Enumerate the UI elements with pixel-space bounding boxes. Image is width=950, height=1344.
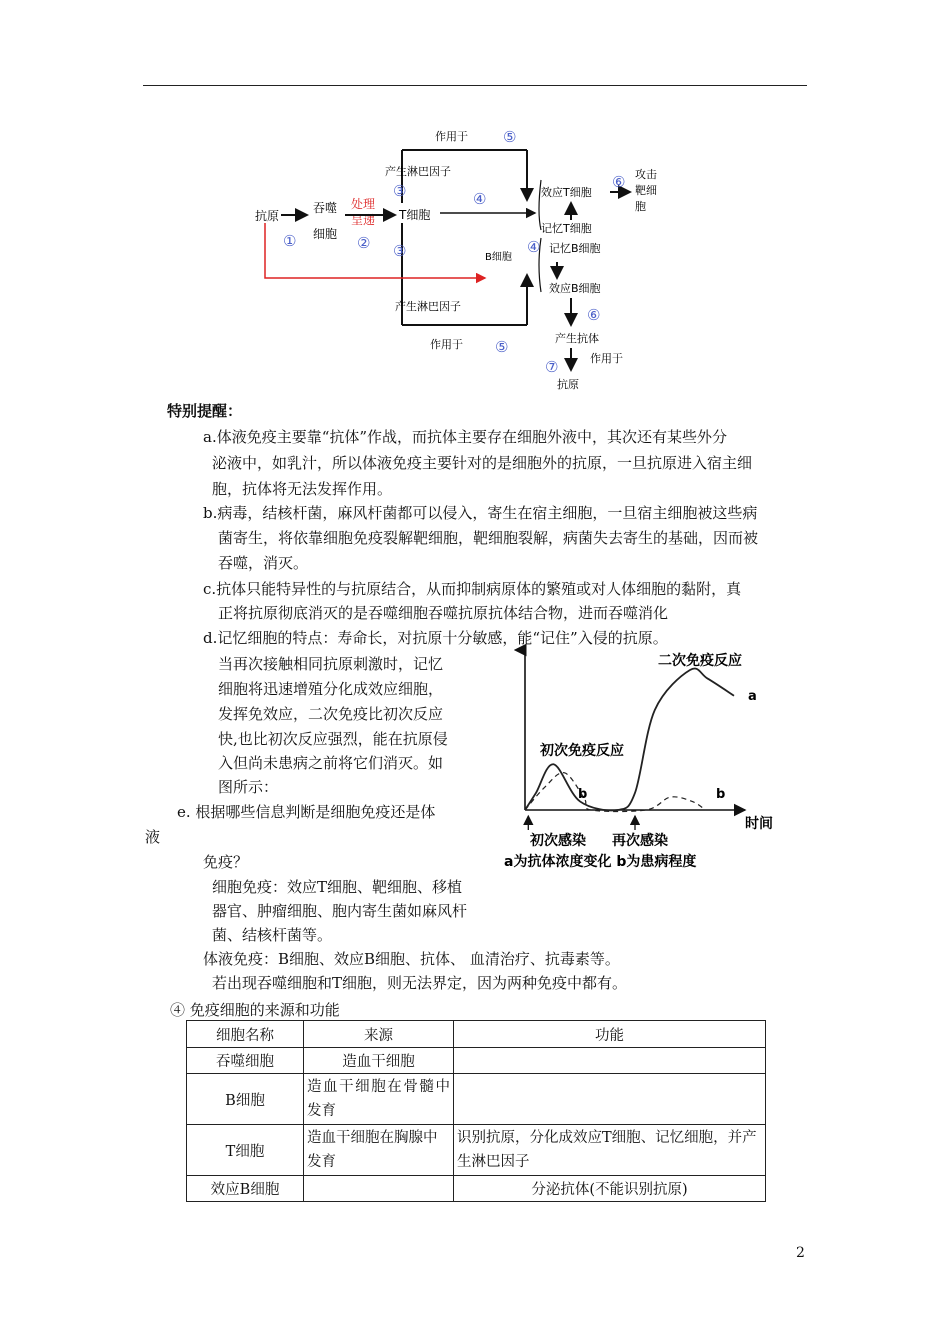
label-series-b-2: b: [716, 787, 726, 802]
reminder-d-6: 图所示：: [218, 778, 279, 796]
cell-function: [454, 1048, 766, 1074]
reminder-a-3: 胞，抗体将无法发挥作用。: [212, 480, 393, 498]
diag-attack-3: 胞: [635, 200, 646, 213]
cell-source: 造血干细胞在胸腺中发育: [304, 1125, 454, 1176]
reminder-d-line: d.记忆细胞的特点：寿命长，对抗原十分敏感，能“记住”入侵的抗原。: [203, 629, 668, 647]
reminder-d-2: 细胞将迅速增殖分化成效应细胞，: [218, 680, 444, 698]
diag-antigen: 抗原: [255, 209, 280, 223]
diag-effector-t: 效应T细胞: [541, 186, 592, 199]
diag-num-3a: ③: [393, 182, 407, 200]
immunity-note: 若出现吞噬细胞和T细胞，则无法界定，因为两种免疫中都有。: [212, 974, 628, 992]
cell-immunity-1: 细胞免疫：效应T细胞、靶细胞、移植: [212, 878, 463, 896]
diag-num-4b: ④: [527, 238, 541, 256]
page-number: 2: [796, 1245, 805, 1261]
diag-acts-on-right: 作用于: [590, 352, 623, 365]
chart-caption: a为抗体浓度变化 b为患病程度: [504, 854, 697, 870]
cell-name: B细胞: [187, 1074, 304, 1125]
diag-num-4a: ④: [473, 190, 487, 208]
reminder-e-cont: 液: [145, 828, 161, 846]
diag-antibody: 产生抗体: [555, 332, 599, 345]
cell-function: 分泌抗体(不能识别抗原): [454, 1176, 766, 1202]
diag-acts-on-top: 作用于: [435, 130, 468, 143]
humoral-immunity: 体液免疫：B细胞、效应B细胞、抗体、 血清治疗、抗毒素等。: [203, 950, 620, 968]
series-b-line: [525, 773, 705, 812]
diag-process-1: 处理: [351, 197, 376, 211]
diag-lymphokine-top: 产生淋巴因子: [385, 165, 451, 178]
label-second-response: 二次免疫反应: [658, 653, 742, 669]
reminder-e-line: e. 根据哪些信息判断是细胞免疫还是体: [177, 803, 436, 821]
diag-antigen-end: 抗原: [557, 378, 579, 391]
cell-source: 造血干细胞在骨髓中发育: [304, 1074, 454, 1125]
reminder-d-5: 入但尚未患病之前将它们消灭。如: [218, 754, 444, 772]
th-name: 细胞名称: [187, 1021, 304, 1048]
reminder-b-2: 菌寄生，将依靠细胞免疫裂解靶细胞，靶细胞裂解，病菌失去寄生的基础，因而被: [218, 529, 759, 547]
label-reinfection: 再次感染: [612, 833, 668, 849]
diag-process-2: 呈递: [351, 213, 376, 227]
header-rule: [143, 85, 807, 86]
table-row: [187, 1176, 766, 1202]
th-function: 功能: [454, 1021, 766, 1048]
diag-attack-1: 攻击: [635, 168, 657, 181]
cell-name: 吞噬细胞: [187, 1048, 304, 1074]
reminder-b-3: 吞噬，消灭。: [218, 554, 309, 572]
label-series-a: a: [748, 689, 757, 704]
diag-num-7: ⑦: [545, 358, 559, 376]
diag-phago-1: 吞噬: [313, 201, 338, 215]
table-header-row: [187, 1021, 766, 1048]
immune-flow-diagram: [245, 120, 665, 395]
table-row: [187, 1125, 766, 1176]
cell-function: [454, 1074, 766, 1125]
cell-name: 效应B细胞: [187, 1176, 304, 1202]
diag-num-5b: ⑤: [495, 338, 509, 356]
table-row: [187, 1048, 766, 1074]
label-first-response: 初次免疫反应: [540, 743, 624, 759]
table-row: [187, 1074, 766, 1125]
diag-num-1: ①: [283, 232, 297, 250]
reminder-d-3: 发挥免效应，二次免疫比初次反应: [218, 705, 444, 723]
reminder-e-line2: 免疫？: [203, 853, 249, 871]
diag-memory-t: 记忆T细胞: [541, 222, 592, 235]
cell-source: 造血干细胞: [304, 1048, 454, 1074]
immune-response-chart: [500, 640, 800, 875]
label-first-infection: 初次感染: [530, 833, 586, 849]
cell-name: T细胞: [187, 1125, 304, 1176]
reminder-c-1: c.抗体只能特异性的与抗原结合，从而抑制病原体的繁殖或对人体细胞的黏附，真: [203, 580, 742, 598]
cell-function: 识别抗原，分化成效应T细胞、记忆细胞，并产生淋巴因子: [454, 1125, 766, 1176]
diag-phago-2: 细胞: [313, 227, 338, 241]
reminder-a-2: 泌液中，如乳汁，所以体液免疫主要针对的是细胞外的抗原，一旦抗原进入宿主细: [212, 454, 753, 472]
cell-immunity-3: 菌、结核杆菌等。: [212, 926, 333, 944]
label-series-b-1: b: [578, 787, 588, 802]
chart-x-label: 时间: [745, 816, 773, 832]
reminder-b-1: b.病毒，结核杆菌，麻风杆菌都可以侵入，寄生在宿主细胞，一旦宿主细胞被这些病: [203, 504, 758, 522]
series-a-line: [525, 668, 734, 810]
immune-cells-table: [186, 1020, 766, 1202]
reminder-d-1: 当再次接触相同抗原刺激时，记忆: [218, 655, 444, 673]
diag-acts-on-bottom: 作用于: [430, 338, 463, 351]
diag-num-6b: ⑥: [587, 306, 601, 324]
diag-num-3b: ③: [393, 242, 407, 260]
diag-tcell: T细胞: [399, 208, 431, 222]
reminder-title: 特别提醒：: [167, 402, 243, 420]
diag-memory-b: 记忆B细胞: [549, 242, 601, 255]
diag-num-6a: ⑥: [612, 173, 626, 191]
diag-num-5a: ⑤: [503, 128, 517, 146]
reminder-a-1: a.体液免疫主要靠“抗体”作战，而抗体主要存在细胞外液中，其次还有某些外分: [203, 428, 728, 446]
diag-lymphokine-bottom: 产生淋巴因子: [395, 300, 461, 313]
diag-effector-b: 效应B细胞: [549, 282, 601, 295]
cell-source: [304, 1176, 454, 1202]
cell-immunity-2: 器官、肿瘤细胞、胞内寄生菌如麻风杆: [212, 902, 468, 920]
diag-attack-2: 靶细: [635, 184, 657, 197]
diag-num-2: ②: [357, 234, 371, 252]
section4-title: ④ 免疫细胞的来源和功能: [170, 1001, 340, 1019]
reminder-d-4: 快,也比初次反应强烈，能在抗原侵: [218, 730, 448, 748]
th-source: 来源: [304, 1021, 454, 1048]
diag-bcell: B细胞: [485, 252, 512, 263]
reminder-c-2: 正将抗原彻底消灭的是吞噬细胞吞噬抗原抗体结合物，进而吞噬消化: [218, 604, 669, 622]
